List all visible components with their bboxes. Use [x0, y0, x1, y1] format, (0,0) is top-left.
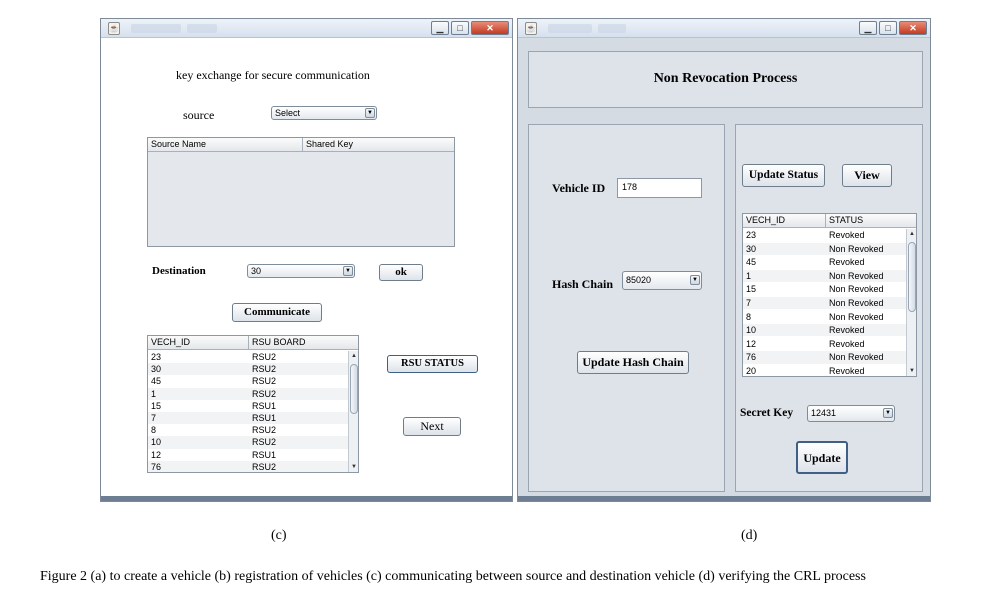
rsu-cell: RSU1: [252, 400, 277, 411]
hash-chain-select[interactable]: [622, 271, 702, 290]
scroll-down-icon[interactable]: ▼: [351, 464, 357, 470]
update-status-button[interactable]: Update Status: [742, 164, 825, 187]
maximize-icon[interactable]: □: [879, 21, 897, 35]
status-cell: Non Revoked: [829, 284, 884, 295]
table-row[interactable]: [743, 311, 907, 323]
next-button[interactable]: Next: [403, 417, 461, 436]
close-icon[interactable]: ✕: [899, 21, 927, 35]
vehicle-status-table[interactable]: [742, 213, 917, 377]
source-select-value: Select: [275, 108, 301, 118]
vech-id-cell: 10: [746, 325, 757, 336]
vehicle-id-label: Vehicle ID: [552, 181, 606, 195]
vech-id-cell: 1: [151, 388, 157, 399]
table-header: [148, 336, 358, 350]
scroll-down-icon[interactable]: ▼: [909, 368, 915, 374]
rsu-cell: RSU1: [252, 413, 277, 423]
title-blur: [187, 24, 217, 33]
rsu-cell: RSU2: [252, 364, 277, 375]
hash-chain-select-value: 85020: [626, 275, 652, 285]
vech-id-cell: 8: [151, 425, 157, 436]
vertical-scrollbar[interactable]: [906, 229, 916, 376]
scroll-thumb[interactable]: [908, 242, 916, 312]
table-row[interactable]: [148, 351, 348, 363]
source-label: source: [183, 108, 215, 122]
column-header: VECH_ID: [151, 337, 191, 347]
rsu-cell: RSU1: [252, 449, 277, 460]
table-row[interactable]: [743, 351, 907, 363]
column-separator: [248, 336, 249, 350]
vech-id-cell: 12: [746, 338, 757, 349]
minimize-icon[interactable]: ▁: [431, 21, 449, 35]
dropdown-arrow-icon: ▼: [365, 108, 375, 118]
destination-select[interactable]: [247, 264, 355, 278]
secret-key-select-value: 12431: [811, 408, 837, 418]
table-row[interactable]: [148, 436, 348, 448]
vech-id-cell: 12: [151, 449, 162, 460]
table-row[interactable]: [148, 363, 348, 375]
table-row[interactable]: [743, 229, 907, 241]
vech-id-cell: 45: [746, 257, 757, 268]
rsu-cell: RSU2: [252, 352, 277, 362]
column-separator: [825, 214, 826, 228]
communicate-button[interactable]: Communicate: [232, 303, 322, 322]
source-select[interactable]: [271, 106, 377, 120]
window-non-revocation: [517, 18, 931, 502]
scroll-up-icon[interactable]: ▲: [351, 353, 357, 359]
destination-label: Destination: [152, 265, 206, 277]
column-header: Source Name: [151, 139, 207, 149]
table-header: [743, 214, 916, 228]
table-row[interactable]: [743, 365, 907, 377]
title-bar: [101, 19, 512, 38]
caption-d: (d): [741, 528, 758, 543]
rsu-cell: RSU2: [252, 437, 277, 448]
vech-id-cell: 8: [746, 311, 752, 322]
destination-select-value: 30: [251, 266, 262, 276]
page-title: Non Revocation Process: [653, 71, 798, 86]
title-blur: [598, 24, 626, 33]
column-separator: [302, 138, 303, 152]
rsu-board-table[interactable]: [147, 335, 359, 473]
vehicle-id-field[interactable]: 178: [617, 178, 702, 198]
column-header: STATUS: [829, 215, 864, 225]
vech-id-cell: 45: [151, 376, 162, 387]
table-row[interactable]: [743, 338, 907, 350]
vech-id-cell: 7: [746, 298, 752, 308]
table-header: [148, 138, 454, 152]
window-bottom-edge: [518, 496, 930, 501]
vech-id-cell: 30: [151, 364, 162, 375]
table-row[interactable]: [743, 256, 907, 268]
table-row[interactable]: [743, 324, 907, 336]
status-panel: [735, 124, 923, 492]
vech-id-cell: 15: [151, 400, 162, 411]
status-cell: Revoked: [829, 366, 865, 376]
minimize-icon[interactable]: ▁: [859, 21, 877, 35]
table-row[interactable]: [148, 375, 348, 387]
table-row[interactable]: [743, 270, 907, 282]
ok-button[interactable]: ok: [379, 264, 423, 281]
rsu-status-button[interactable]: RSU STATUS: [387, 355, 478, 373]
hash-chain-label: Hash Chain: [552, 277, 614, 291]
vech-id-cell: 20: [746, 366, 757, 376]
dropdown-arrow-icon: ▼: [343, 266, 353, 276]
vech-id-cell: 76: [746, 352, 757, 363]
scroll-thumb[interactable]: [350, 364, 358, 414]
rsu-cell: RSU2: [252, 388, 277, 399]
heading-panel: [528, 51, 923, 108]
shared-key-table[interactable]: [147, 137, 455, 247]
maximize-icon[interactable]: □: [451, 21, 469, 35]
figure-caption: Figure 2 (a) to create a vehicle (b) registration of vehicles (c) communicating between source and destination vehicle (d) verifying the CRL process: [40, 569, 866, 584]
rsu-cell: RSU2: [252, 425, 277, 436]
vech-id-cell: 10: [151, 437, 162, 448]
vertical-scrollbar[interactable]: [348, 351, 358, 472]
dropdown-arrow-icon: ▼: [883, 408, 893, 418]
update-hash-chain-button[interactable]: Update Hash Chain: [577, 351, 689, 374]
column-header: RSU BOARD: [252, 337, 306, 347]
status-cell: Non Revoked: [829, 270, 884, 281]
table-row[interactable]: [148, 388, 348, 400]
update-button[interactable]: Update: [796, 441, 848, 474]
page-title: key exchange for secure communication: [176, 68, 370, 82]
title-blur: [131, 24, 181, 33]
java-app-icon: ☕: [109, 24, 119, 33]
table-row[interactable]: [148, 424, 348, 436]
window-key-exchange: [100, 18, 513, 502]
vech-id-cell: 15: [746, 284, 757, 295]
vech-id-cell: 30: [746, 243, 757, 254]
caption-c: (c): [271, 528, 287, 543]
status-cell: Non Revoked: [829, 311, 884, 322]
secret-key-label: Secret Key: [740, 407, 794, 419]
scroll-up-icon[interactable]: ▲: [909, 231, 915, 237]
dropdown-arrow-icon: ▼: [690, 275, 700, 285]
table-row[interactable]: [743, 243, 907, 255]
java-app-icon: ☕: [526, 24, 536, 33]
rsu-cell: RSU2: [252, 461, 277, 472]
table-row[interactable]: [148, 449, 348, 461]
status-cell: Non Revoked: [829, 298, 884, 308]
status-cell: Revoked: [829, 325, 865, 336]
table-row[interactable]: [148, 400, 348, 412]
vech-id-cell: 7: [151, 413, 157, 423]
table-row[interactable]: [743, 297, 907, 309]
title-bar: [518, 19, 930, 38]
vech-id-cell: 23: [151, 352, 162, 362]
hash-chain-panel: [528, 124, 725, 492]
vech-id-cell: 1: [746, 270, 752, 281]
rsu-cell: RSU2: [252, 376, 277, 387]
vech-id-cell: 23: [746, 230, 757, 240]
column-header: Shared Key: [306, 139, 354, 149]
status-cell: Non Revoked: [829, 352, 884, 363]
status-cell: Revoked: [829, 338, 865, 349]
view-button[interactable]: View: [842, 164, 892, 187]
status-cell: Revoked: [829, 230, 865, 240]
secret-key-select[interactable]: [807, 405, 895, 422]
close-icon[interactable]: ✕: [471, 21, 509, 35]
table-row[interactable]: [148, 412, 348, 424]
status-cell: Non Revoked: [829, 243, 884, 254]
vech-id-cell: 76: [151, 461, 162, 472]
title-blur: [548, 24, 592, 33]
table-row[interactable]: [148, 461, 348, 473]
window-bottom-edge: [101, 496, 512, 501]
table-row[interactable]: [743, 283, 907, 295]
column-header: VECH_ID: [746, 215, 786, 225]
status-cell: Revoked: [829, 257, 865, 268]
